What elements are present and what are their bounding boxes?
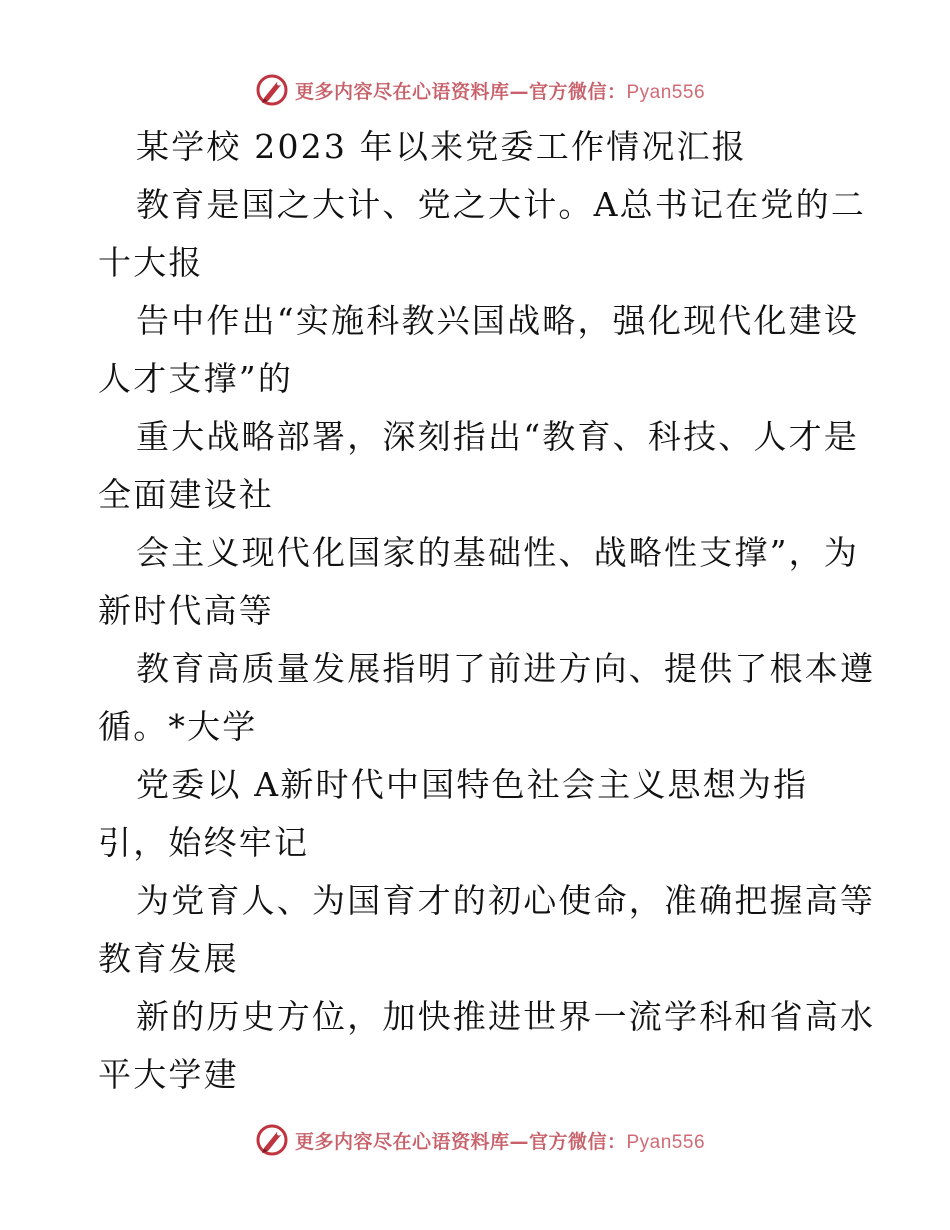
paragraph-line: 为党育人、为国育才的初心使命，准确把握高等 (136, 881, 876, 920)
paragraph-line: 引，始终牢记 (98, 823, 310, 862)
paragraph-line: 教育是国之大计、党之大计。A总书记在党的二 (136, 185, 867, 224)
header-banner-id: Pyan556 (626, 81, 706, 103)
paragraph-line: 新的历史方位，加快推进世界一流学科和省高水 (136, 997, 876, 1036)
paragraph-line: 教育高质量发展指明了前进方向、提供了根本遵 (136, 649, 876, 688)
footer-banner-id: Pyan556 (626, 1131, 706, 1153)
paragraph-line: 全面建设社 (98, 475, 274, 514)
paragraph-line: 平大学建 (98, 1055, 239, 1094)
paragraph-line: 教育发展 (98, 939, 239, 978)
header-banner-content (255, 73, 705, 107)
paragraph-line: 新时代高等 (98, 591, 274, 630)
footer-banner-content (255, 1123, 705, 1157)
paragraph-line: 人才支撑”的 (98, 359, 294, 398)
footer-banner (0, 1120, 950, 1160)
paragraph-line: 循。*大学 (98, 707, 258, 746)
paragraph-line: 告中作出“实施科教兴国战略，强化现代化建设 (136, 301, 860, 340)
paragraph-line: 党委以 A新时代中国特色社会主义思想为指 (136, 765, 809, 804)
pen-logo-icon (255, 1123, 289, 1157)
pen-logo-icon (255, 73, 289, 107)
document-body (98, 118, 876, 1104)
paragraph-line: 会主义现代化国家的基础性、战略性支撑”，为 (136, 533, 860, 572)
paragraph-line: 重大战略部署，深刻指出“教育、科技、人才是 (136, 417, 860, 456)
paragraph-line: 十大报 (98, 243, 204, 282)
header-banner (0, 70, 950, 110)
header-banner-text: 更多内容尽在心语资料库—官方微信：Pyan556 (294, 80, 706, 103)
footer-banner-text: 更多内容尽在心语资料库—官方微信：Pyan556 (294, 1130, 706, 1153)
document-title: 某学校 2023 年以来党委工作情况汇报 (136, 127, 747, 166)
